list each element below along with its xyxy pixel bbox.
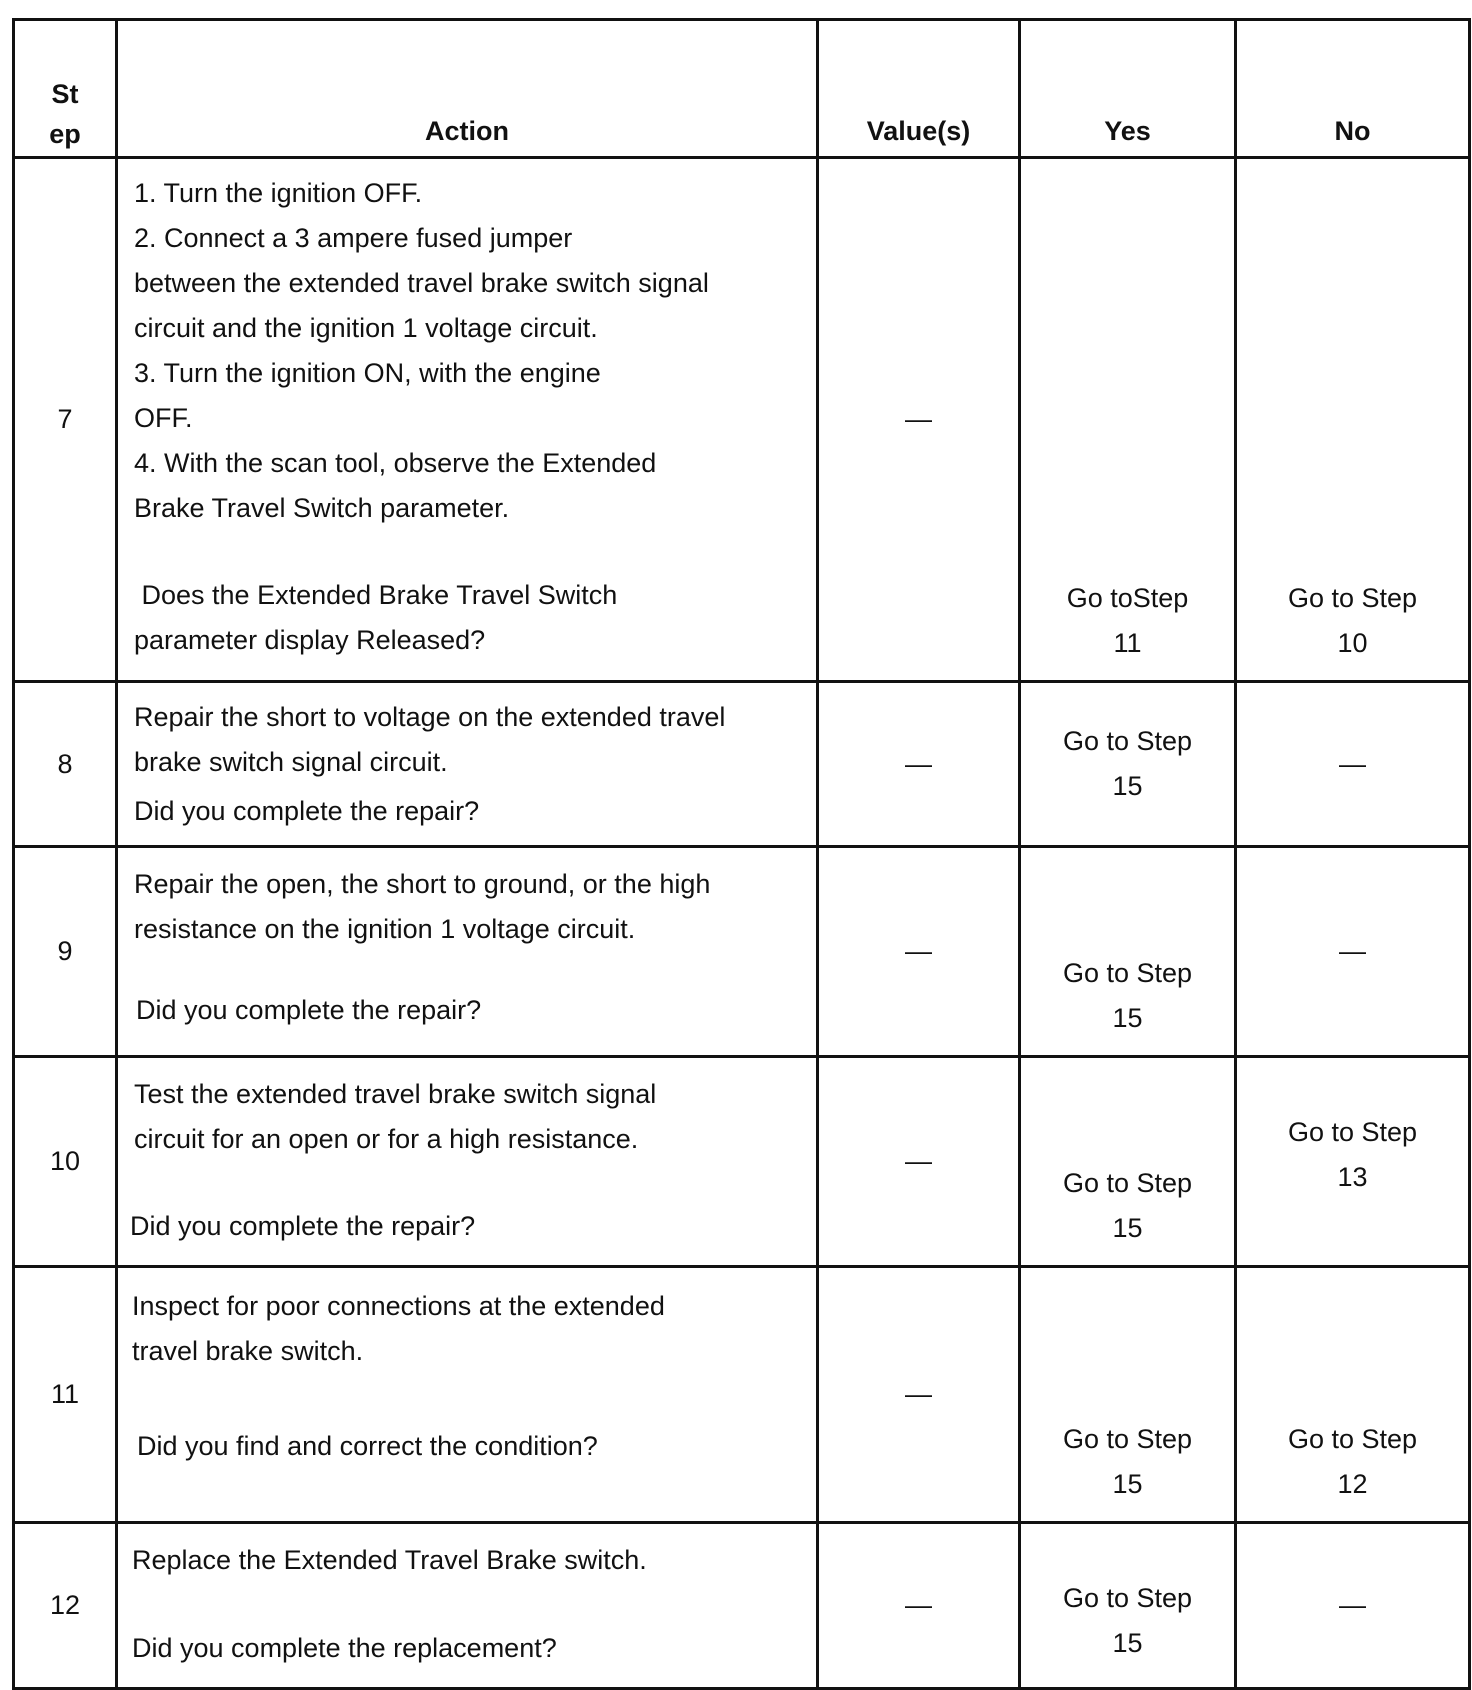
action-question: Did you complete the repair? <box>136 995 482 1025</box>
action-cell <box>117 1267 818 1523</box>
no-cell: — <box>1236 1523 1470 1689</box>
action-question: Did you find and correct the condition? <box>137 1431 598 1461</box>
action-cell <box>117 1057 818 1267</box>
table-row <box>14 682 1470 847</box>
action-cell <box>117 158 818 682</box>
header-row <box>14 20 1470 158</box>
no-cell: — <box>1236 682 1470 847</box>
action-line: 3. Turn the ignition ON, with the engine <box>134 358 601 388</box>
action-line: resistance on the ignition 1 voltage circuit. <box>134 914 636 944</box>
action-question: Did you complete the replacement? <box>132 1633 557 1663</box>
step-number: 9 <box>14 847 117 1057</box>
action-cell <box>117 682 818 847</box>
header-yes: Yes <box>1020 20 1236 158</box>
action-line: brake switch signal circuit. <box>134 746 448 777</box>
action-question: parameter display Released? <box>134 625 486 655</box>
action-line: 1. Turn the ignition OFF. <box>134 178 423 208</box>
header-no: No <box>1236 20 1470 158</box>
yes-cell: Go to Step 15 <box>1020 1057 1236 1267</box>
table-row <box>14 1267 1470 1523</box>
action-line: 2. Connect a 3 ampere fused jumper <box>134 223 573 253</box>
step-number: 7 <box>14 158 117 682</box>
action-line: travel brake switch. <box>132 1336 364 1366</box>
step-number: 11 <box>14 1267 117 1523</box>
value-cell: — <box>818 682 1020 847</box>
value-cell: — <box>818 1267 1020 1523</box>
step-number: 12 <box>14 1523 117 1689</box>
action-question: Does the Extended Brake Travel Switch <box>134 580 618 610</box>
yes-cell: Go to Step 15 <box>1020 847 1236 1057</box>
action-line: OFF. <box>134 403 193 433</box>
header-action: Action <box>117 20 818 158</box>
action-line: Test the extended travel brake switch signal <box>134 1079 657 1109</box>
no-cell: Go to Step 12 <box>1236 1267 1470 1523</box>
diagnostic-table <box>12 18 1471 1690</box>
action-question: Did you complete the repair? <box>130 1211 476 1241</box>
no-cell: — <box>1236 847 1470 1057</box>
action-line: between the extended travel brake switch signal <box>134 268 709 298</box>
step-number: 10 <box>14 1057 117 1267</box>
action-line: circuit for an open or for a high resistance. <box>134 1124 639 1154</box>
header-step: St ep <box>14 20 117 158</box>
no-cell: Go to Step 10 <box>1236 158 1470 682</box>
yes-cell: Go toStep 11 <box>1020 158 1236 682</box>
action-line: circuit and the ignition 1 voltage circuit. <box>134 313 598 343</box>
value-cell: — <box>818 1523 1020 1689</box>
action-line: Replace the Extended Travel Brake switch. <box>132 1545 647 1575</box>
no-cell: Go to Step 13 <box>1236 1057 1470 1267</box>
table-row <box>14 158 1470 682</box>
table-row <box>14 1523 1470 1689</box>
action-line: 4. With the scan tool, observe the Extended <box>134 448 657 478</box>
action-line: Brake Travel Switch parameter. <box>134 493 510 523</box>
table-row <box>14 1057 1470 1267</box>
value-cell: — <box>818 158 1020 682</box>
action-cell <box>117 847 818 1057</box>
value-cell: — <box>818 1057 1020 1267</box>
yes-cell: Go to Step 15 <box>1020 682 1236 847</box>
yes-cell: Go to Step 15 <box>1020 1267 1236 1523</box>
step-number: 8 <box>14 682 117 847</box>
table-row <box>14 847 1470 1057</box>
yes-cell: Go to Step 15 <box>1020 1523 1236 1689</box>
action-line: Repair the short to voltage on the extended travel <box>134 701 726 732</box>
action-question: Did you complete the repair? <box>134 795 480 826</box>
value-cell: — <box>818 847 1020 1057</box>
action-line: Repair the open, the short to ground, or the high <box>134 869 711 899</box>
action-cell <box>117 1523 818 1689</box>
action-line: Inspect for poor connections at the extended <box>132 1291 665 1321</box>
header-values: Value(s) <box>818 20 1020 158</box>
